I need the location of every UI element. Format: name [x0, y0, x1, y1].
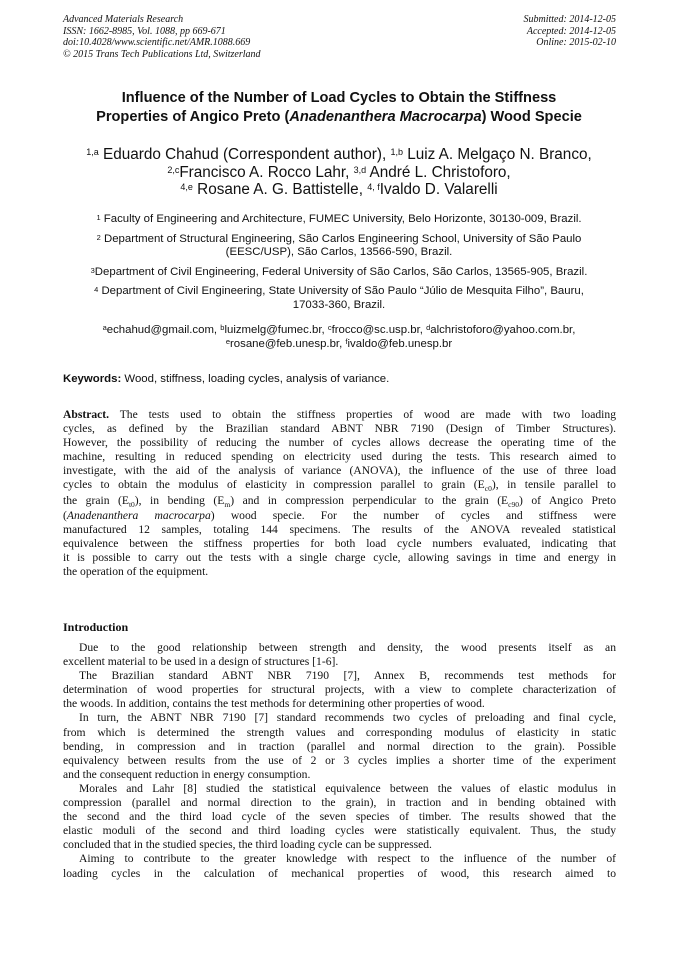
- text-line: compression (parallel and normal direction to the grain), in traction and in bending obtained with: [63, 796, 616, 810]
- copyright-line: © 2015 Trans Tech Publications Ltd, Switzerland: [63, 48, 261, 60]
- text-line: elastic moduli of the second and third loading cycles were statistically equivalent. Thus, the study: [63, 824, 616, 838]
- abstract-text: (: [63, 508, 67, 522]
- affiliation-text: Department of Civil Engineering, State University of São Paulo “Júlio de Mesquita Filho”, Bauru,: [98, 285, 584, 298]
- abstract-line: cycles, as defined by the Brazilian standard ABNT NBR 7190 (Design of Timber Structures).: [63, 422, 616, 436]
- affiliation-text: Department of Structural Engineering, São Carlos Engineering School, University of São Paulo: [100, 232, 582, 245]
- affiliation-3: [40, 266, 638, 280]
- subscript: m: [224, 499, 231, 509]
- text-line: the second and the third load cycle of the seven species of timber. The results showed that the: [63, 810, 616, 824]
- author-emails: [40, 323, 638, 351]
- author-sup: 2,c: [167, 164, 180, 175]
- affiliation-sup: 3: [90, 265, 95, 275]
- text-line: Due to the good relationship between strength and density, the wood presents itself as an: [79, 641, 616, 654]
- email-sup: e: [225, 337, 230, 346]
- email-link[interactable]: alchristoforo@yahoo.com.br,: [430, 324, 576, 336]
- paragraph: [63, 782, 616, 852]
- text-line: The Brazilian standard ABNT NBR 7190 [7], Annex B, recommends test methods for: [79, 669, 616, 683]
- author-name: André L. Christoforo,: [366, 163, 511, 181]
- abstract-text: The tests used to obtain the stiffness properties of wood are made with two loading: [109, 408, 616, 421]
- affiliation-sup: 1: [96, 213, 101, 222]
- journal-name: Advanced Materials Research: [63, 14, 184, 25]
- abstract-line: [63, 509, 616, 523]
- author-name: Eduardo Chahud (Correspondent author),: [98, 146, 391, 163]
- text-line: concluded that in the studied species, the third loading cycle can be suppressed.: [63, 838, 432, 852]
- abstract-line: equivalence between the stiffness properties for both load cycle numbers evaluated, indicating that: [63, 536, 616, 550]
- affiliations: [40, 213, 638, 319]
- affiliation-4: [40, 285, 638, 312]
- issn-line: ISSN: 1662-8985, Vol. 1088, pp 669-671: [63, 25, 226, 37]
- email-link[interactable]: echahud@gmail.com,: [106, 324, 221, 336]
- journal-info: [63, 14, 261, 60]
- affiliation-1: [40, 213, 638, 227]
- title-text: ) Wood Specie: [481, 109, 582, 125]
- text-line: Morales and Lahr [8] studied the statistical equivalence between the values of elastic modulus in: [79, 781, 616, 795]
- text-line: excellent material to be used in a design of structures [1-6].: [63, 655, 339, 669]
- abstract-line: [63, 478, 616, 493]
- email-link[interactable]: rosane@feb.unesp.br,: [230, 338, 346, 350]
- text-line: bending, in compression and in traction (parallel and normal direction to the grain). Possible: [63, 739, 616, 753]
- affiliation-text: Department of Civil Engineering, Federal University of São Carlos, São Carlos, 13565-905, Brazil.: [94, 265, 588, 278]
- abstract-line: investigate, with the aid of the analysis of variance (ANOVA), the influence of the use of three load: [63, 464, 616, 478]
- paragraph: [63, 852, 616, 880]
- accepted-date: Accepted: 2014-12-05: [526, 25, 616, 37]
- title-line-2: [40, 108, 638, 127]
- affiliation-line: [40, 285, 638, 299]
- affiliation-text: (EESC/USP), São Carlos, 13566-590, Brazil.: [225, 246, 453, 259]
- abstract-line: [63, 494, 616, 509]
- abstract-text: ) and in compression perpendicular to the grain (E: [230, 493, 509, 507]
- paragraph: [63, 711, 616, 781]
- affiliation-line: [40, 233, 638, 247]
- abstract-line: it is possible to carry out the tests with a single charge cycle, allowing savings in time and energy in: [63, 550, 616, 564]
- text-line: In turn, the ABNT NBR 7190 [7] standard recommends two cycles of preloading and final cycle,: [79, 711, 616, 725]
- introduction-body: [63, 641, 616, 881]
- text-line: and the consequent reduction in energy consumption.: [63, 767, 311, 781]
- section-heading: Introduction: [63, 620, 129, 634]
- text-line: equivalency between results from the use of 2 or 3 cycles implies a shorter time of the experiment: [63, 753, 616, 767]
- email-link[interactable]: frocco@sc.usp.br,: [331, 324, 427, 336]
- author-line-1: [20, 146, 658, 164]
- abstract-line: [63, 408, 616, 422]
- author-name: Francisco A. Rocco Lahr,: [179, 163, 354, 181]
- email-sup: c: [327, 323, 332, 332]
- affiliation-sup: 4: [94, 285, 99, 295]
- text-line: Aiming to contribute to the greater knowledge with respect to the influence of the number of: [79, 852, 616, 866]
- email-link[interactable]: luizmelg@fumec.br,: [224, 324, 328, 336]
- email-line-1: [40, 323, 638, 337]
- author-line-3: [20, 181, 658, 199]
- affiliation-text: Faculty of Engineering and Architecture, FUMEC University, Belo Horizonte, 30130-009, Brazil.: [100, 213, 582, 225]
- text-line: from which is determined the strength values and corresponding modulus of elasticity in static: [63, 725, 616, 739]
- affiliation-2: [40, 233, 638, 260]
- doi-line: doi:10.4028/www.scientific.net/AMR.1088.669: [63, 37, 251, 48]
- paragraph: [63, 669, 616, 711]
- abstract-line: However, the possibility of reducing the number of cycles allows decrease the operating time of the: [63, 436, 616, 450]
- affiliation-sup: 2: [96, 232, 101, 242]
- author-sup: 1,a: [86, 147, 99, 157]
- species-name: Anadenanthera macrocarpa: [66, 508, 211, 522]
- author-sup: 4,e: [180, 182, 193, 192]
- text-line: the woods. In addition, contains the test methods for determining other properties of wood.: [63, 697, 485, 711]
- abstract-text: ), in bending (E: [134, 493, 225, 507]
- paragraph: [63, 641, 616, 669]
- author-name: Luiz A. Melgaço N. Branco,: [402, 146, 592, 163]
- abstract: [63, 408, 616, 579]
- submission-dates: [524, 14, 617, 49]
- author-name: Rosane A. G. Battistelle,: [192, 181, 368, 198]
- text-line: loading cycles in the calculation of mechanical properties of wood, this research aimed to: [63, 866, 616, 880]
- abstract-label: Abstract.: [63, 408, 110, 421]
- author-line-2: [20, 164, 658, 182]
- affiliation-text: 17033-360, Brazil.: [292, 298, 386, 311]
- email-sup: f: [345, 337, 348, 346]
- abstract-text: ) of Angico Preto: [519, 493, 616, 507]
- abstract-line: machine, resulting in reduced spending on electricity used during the tests. This research aimed to: [63, 450, 616, 464]
- keywords: [63, 373, 623, 385]
- subscript: t0: [128, 499, 135, 509]
- submitted-date: Submitted: 2014-12-05: [523, 14, 616, 25]
- email-sup: b: [220, 323, 225, 332]
- affiliation-line: [40, 213, 638, 227]
- email-link[interactable]: ivaldo@feb.unesp.br: [347, 338, 453, 350]
- title-text: Properties of Angico Preto (: [96, 109, 290, 125]
- email-sup: d: [426, 323, 431, 332]
- author-sup: 4, f: [367, 182, 380, 192]
- paper-title: [40, 89, 638, 127]
- author-name: Ivaldo D. Valarelli: [379, 181, 498, 198]
- subscript: c0: [484, 484, 492, 494]
- abstract-text: ), in tensile parallel to: [491, 478, 616, 492]
- abstract-text: the grain (E: [63, 493, 129, 507]
- author-list: [20, 146, 658, 199]
- text-line: determination of wood properties for structural projects, with a view to complete characterization of: [63, 683, 616, 697]
- author-sup: 3,d: [353, 164, 367, 175]
- affiliation-line: [40, 266, 638, 280]
- email-line-2: [40, 337, 638, 351]
- species-name: Anadenanthera Macrocarpa: [289, 109, 482, 125]
- keywords-text: Wood, stiffness, loading cycles, analysis of variance.: [121, 373, 390, 385]
- title-line-1: Influence of the Number of Load Cycles to Obtain the Stiffness: [121, 90, 557, 106]
- keywords-label: Keywords:: [63, 373, 122, 385]
- subscript: c90: [508, 499, 519, 509]
- online-date: Online: 2015-02-10: [536, 37, 616, 48]
- abstract-line: the operation of the equipment.: [63, 565, 209, 579]
- abstract-text: ) wood specie. For the number of cycles and stiffness were: [210, 508, 617, 522]
- email-sup: a: [102, 323, 107, 332]
- abstract-line: manufactured 12 samples, totaling 144 specimens. The results of the ANOVA revealed statistical: [63, 522, 616, 536]
- author-sup: 1,b: [390, 147, 403, 157]
- abstract-text: cycles to obtain the modulus of elasticity in compression parallel to grain (E: [63, 478, 485, 492]
